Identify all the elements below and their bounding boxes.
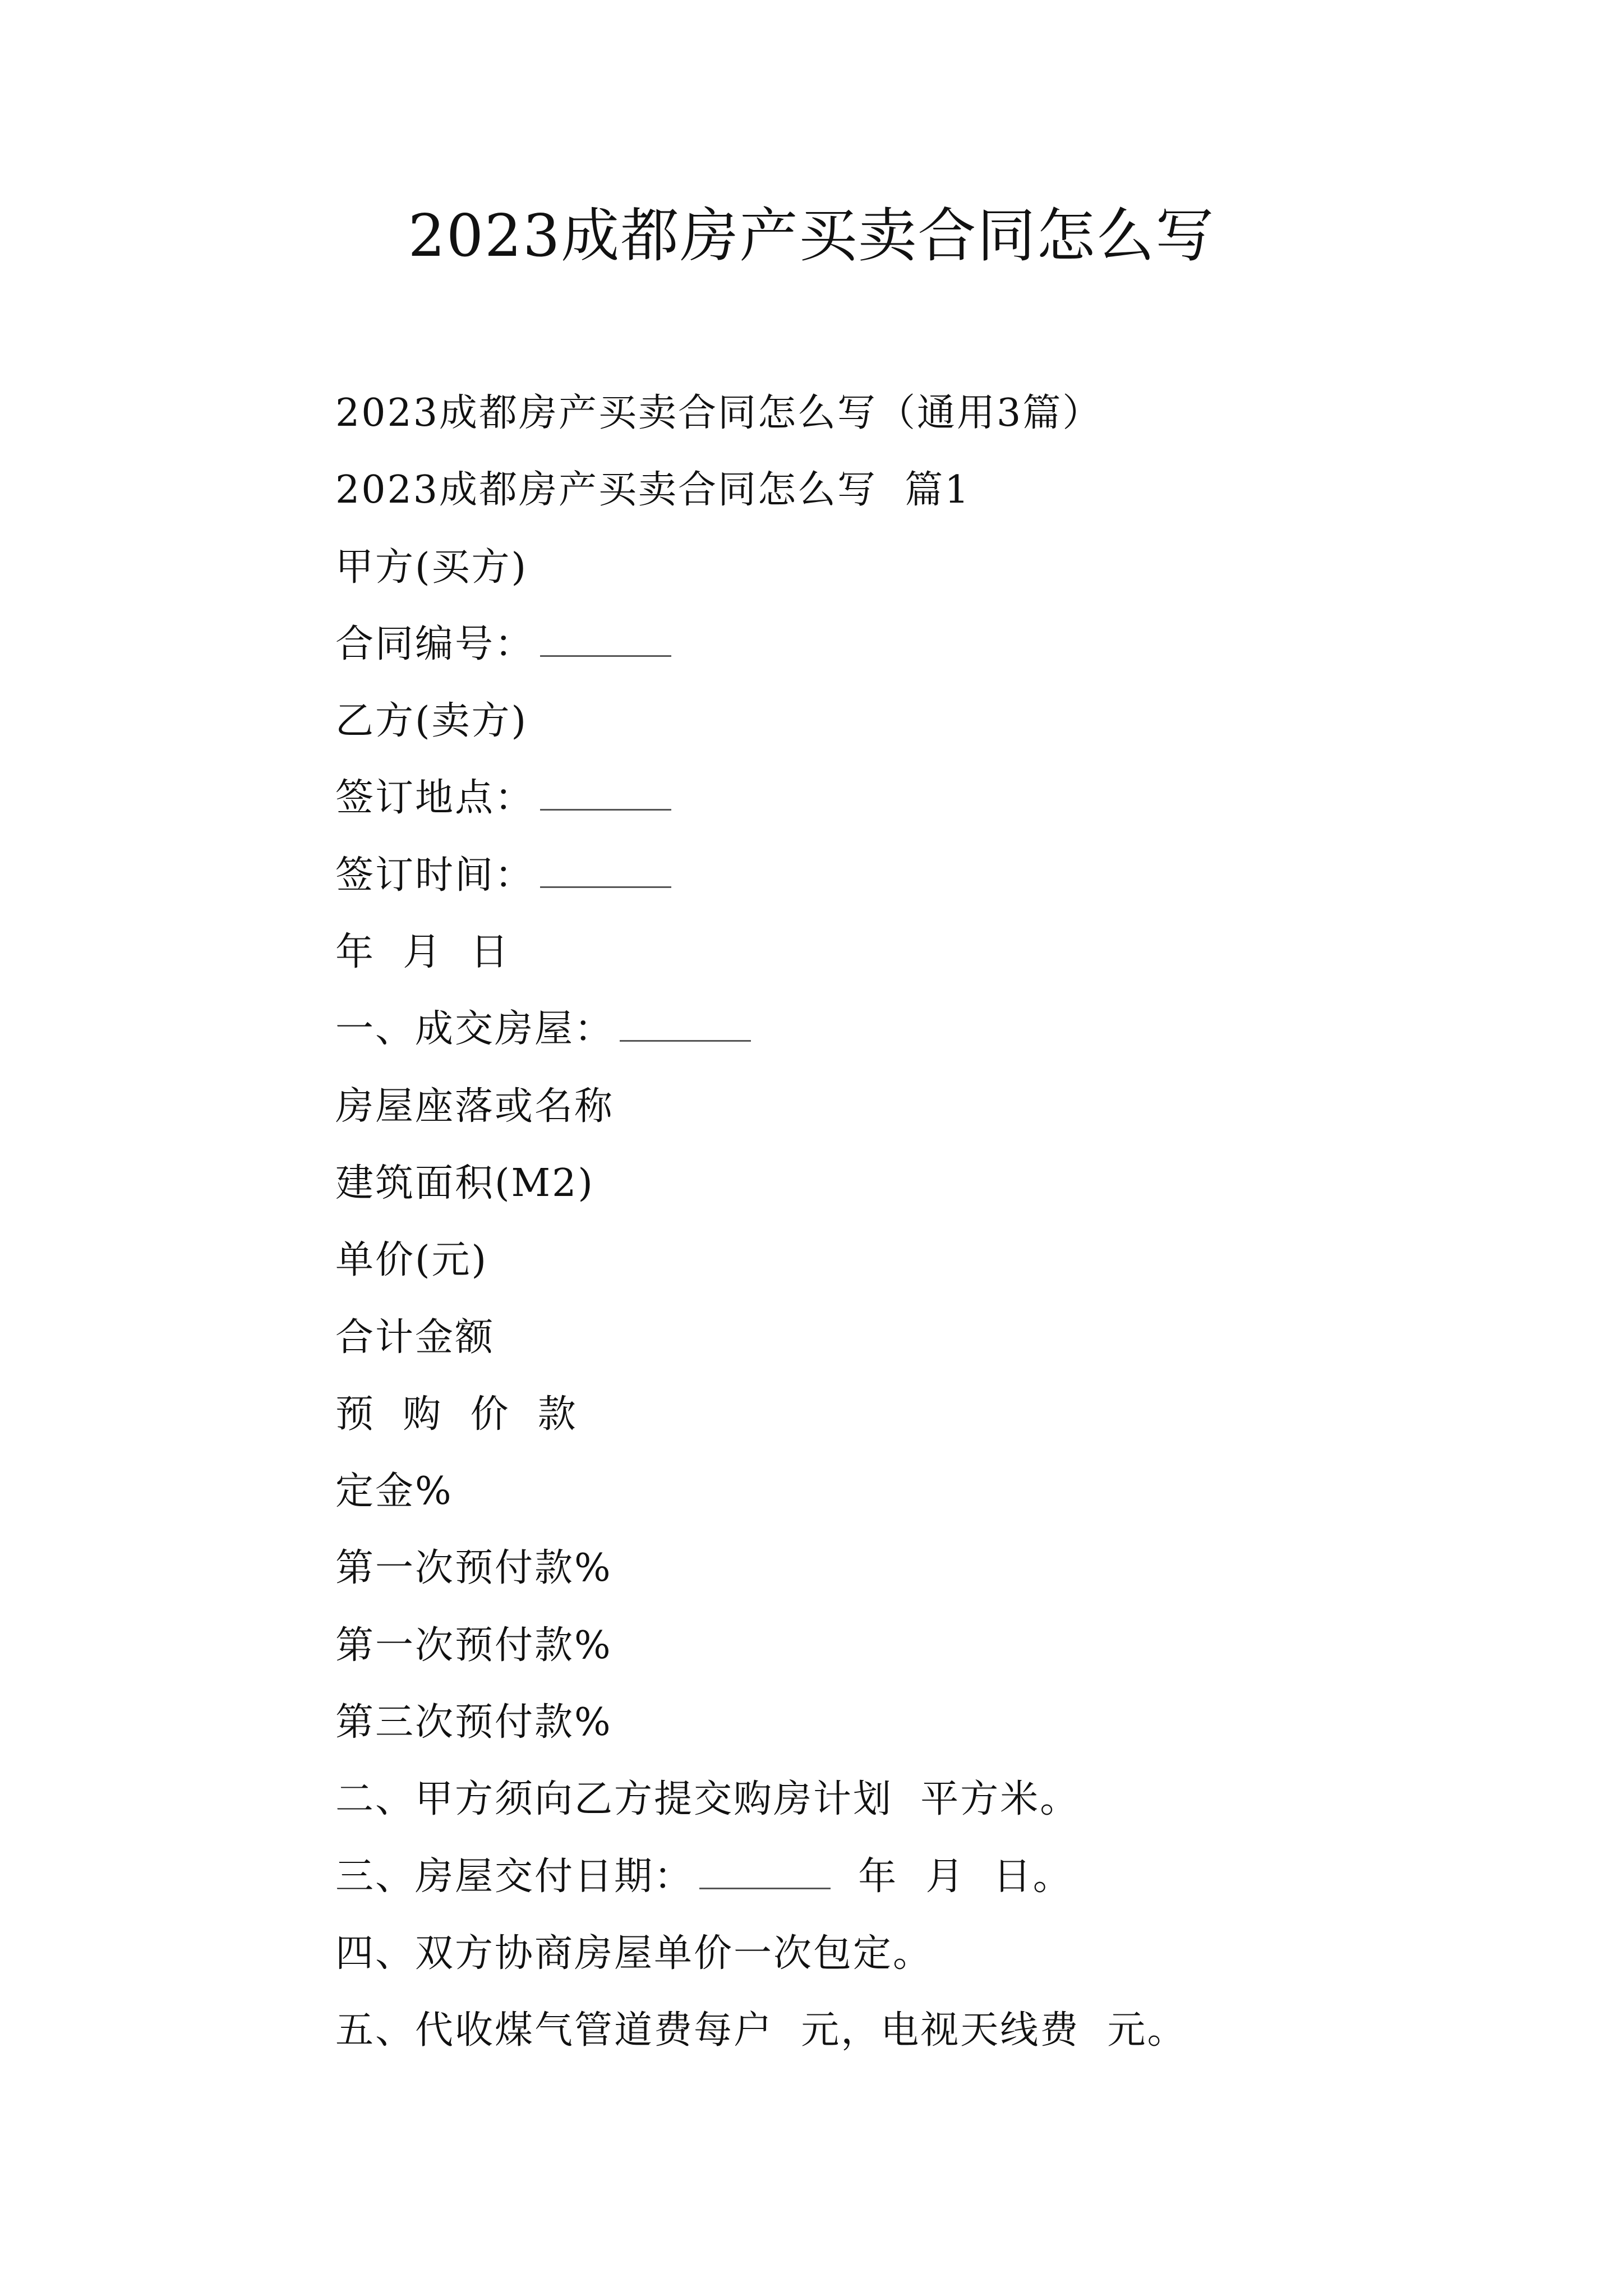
line-text: 第一次预付款%	[335, 1546, 612, 1591]
line-text: 合计金额	[335, 1315, 495, 1360]
document-line	[335, 375, 1569, 452]
document-body	[335, 375, 1569, 2069]
document-line	[335, 452, 1569, 528]
document-line	[335, 914, 1569, 991]
document-line	[335, 1299, 1569, 1376]
document-line	[335, 1915, 1569, 1992]
line-text: 二、甲方须向乙方提交购房计划 平方米。	[335, 1777, 1080, 1822]
line-text: 2023成都房产买卖合同怎么写（通用3篇）	[335, 391, 1103, 435]
document-line	[335, 1761, 1569, 1838]
line-text: 单价(元)	[335, 1238, 488, 1283]
document-line	[335, 837, 1569, 914]
line-text: 签订时间：	[335, 853, 535, 898]
fill-in-blank	[699, 1865, 831, 1889]
document-line	[335, 1684, 1569, 1761]
document-line	[335, 606, 1569, 683]
fill-in-blank	[540, 786, 671, 811]
line-text: 第三次预付款%	[335, 1700, 612, 1745]
line-text: 建筑面积(M2)	[335, 1161, 594, 1205]
document-line	[335, 1530, 1569, 1607]
document-line	[335, 1145, 1569, 1222]
document-line	[335, 1607, 1569, 1684]
document-line	[335, 1068, 1569, 1145]
line-text-after: 年 月 日。	[831, 1854, 1073, 1899]
document-title: 2023成都房产买卖合同怎么写	[408, 201, 1215, 270]
line-text: 年 月 日	[335, 930, 510, 975]
line-text: 甲方(买方)	[335, 545, 528, 590]
line-text: 四、双方协商房屋单价一次包定。	[335, 1931, 933, 1976]
line-text: 三、房屋交付日期：	[335, 1854, 694, 1899]
document-line	[335, 1222, 1569, 1299]
document-line	[335, 1453, 1569, 1530]
document-line	[335, 529, 1569, 606]
document-line	[335, 683, 1569, 760]
document-line	[335, 1838, 1569, 1915]
document-line	[335, 760, 1569, 836]
line-text: 乙方(卖方)	[335, 699, 528, 744]
document-line	[335, 991, 1569, 1068]
line-text: 定金%	[335, 1469, 453, 1514]
line-text: 预 购 价 款	[335, 1392, 578, 1437]
line-text: 第一次预付款%	[335, 1623, 612, 1668]
line-text: 2023成都房产买卖合同怎么写 篇1	[335, 468, 971, 513]
document-line	[335, 1992, 1569, 2069]
line-text: 一、成交房屋：	[335, 1007, 615, 1052]
line-text: 签订地点：	[335, 776, 535, 821]
document-line	[335, 1376, 1569, 1453]
fill-in-blank	[540, 633, 671, 657]
fill-in-blank	[540, 864, 671, 888]
line-text: 五、代收煤气管道费每户 元，电视天线费 元。	[335, 2008, 1187, 2053]
line-text: 合同编号：	[335, 622, 535, 666]
fill-in-blank	[620, 1018, 751, 1042]
line-text: 房屋座落或名称	[335, 1084, 615, 1129]
